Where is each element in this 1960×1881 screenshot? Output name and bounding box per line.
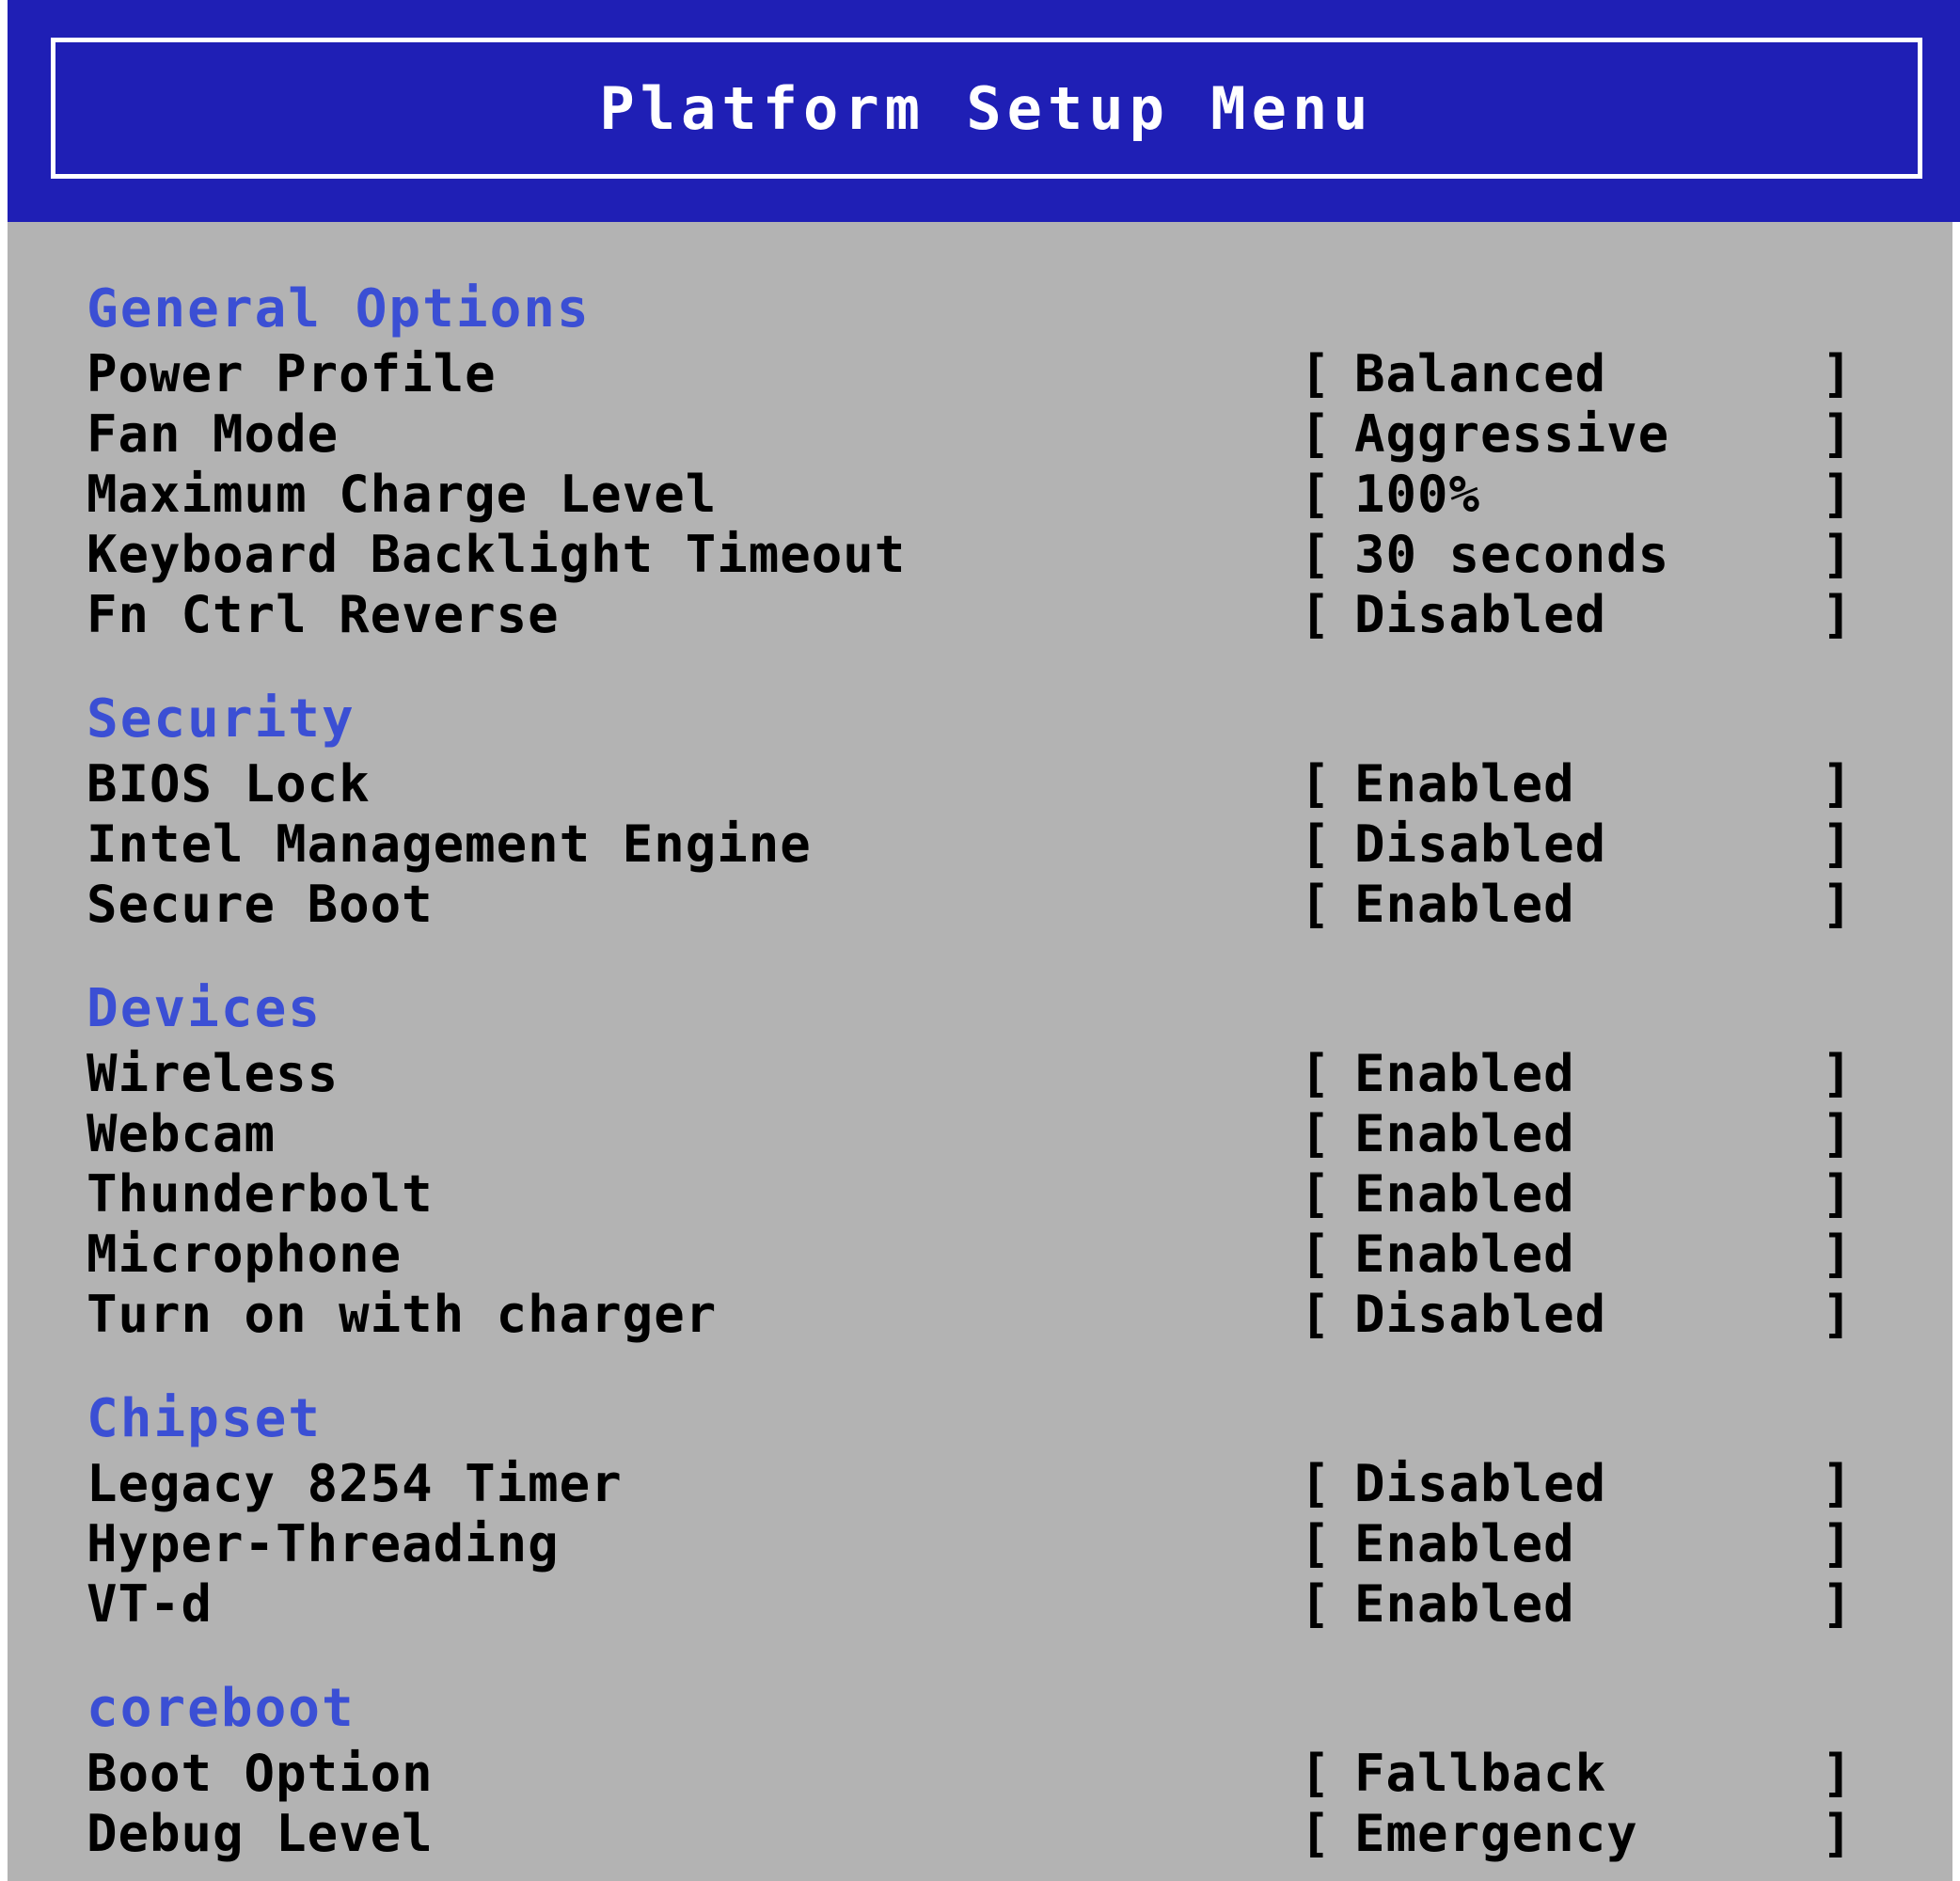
bracket-right: ] <box>1822 1225 1853 1284</box>
setting-value[interactable]: Fallback <box>1354 1744 1607 1803</box>
title-frame <box>51 38 1922 179</box>
settings-section <box>87 688 1960 935</box>
setting-label: Wireless <box>87 1044 340 1103</box>
setting-label: Secure Boot <box>87 875 434 934</box>
setting-value[interactable]: Disabled <box>1354 1285 1607 1344</box>
settings-section <box>87 1678 1960 1864</box>
bracket-left: [ <box>1300 1744 1331 1803</box>
setting-row[interactable] <box>87 525 1960 585</box>
setting-row[interactable] <box>87 1514 1960 1574</box>
setting-label: BIOS Lock <box>87 754 371 814</box>
bracket-right: ] <box>1822 1744 1853 1803</box>
setting-row[interactable] <box>87 754 1960 814</box>
settings-section <box>87 278 1960 645</box>
setting-label: Hyper-Threading <box>87 1514 560 1573</box>
bracket-right: ] <box>1822 814 1853 874</box>
section-heading: Security <box>87 688 356 750</box>
setting-row[interactable] <box>87 1285 1960 1345</box>
setting-label: Legacy 8254 Timer <box>87 1454 623 1513</box>
bracket-left: [ <box>1300 814 1331 874</box>
setting-value[interactable]: 30 seconds <box>1354 525 1670 584</box>
bracket-right: ] <box>1822 1804 1853 1863</box>
bracket-right: ] <box>1822 875 1853 934</box>
bracket-left: [ <box>1300 1574 1331 1634</box>
bracket-left: [ <box>1300 1285 1331 1344</box>
bracket-right: ] <box>1822 754 1853 814</box>
setting-row[interactable] <box>87 1574 1960 1635</box>
section-heading: Chipset <box>87 1388 323 1449</box>
setting-label: Microphone <box>87 1225 403 1284</box>
settings-section <box>87 978 1960 1345</box>
bracket-right: ] <box>1822 1454 1853 1513</box>
bracket-right: ] <box>1822 1514 1853 1573</box>
setting-row[interactable] <box>87 1104 1960 1164</box>
page-title: Platform Setup Menu <box>599 73 1374 143</box>
setting-row[interactable] <box>87 1044 1960 1104</box>
setting-label: Keyboard Backlight Timeout <box>87 525 907 584</box>
setting-value[interactable]: Disabled <box>1354 1454 1607 1513</box>
setting-value[interactable]: Balanced <box>1354 344 1607 403</box>
setting-row[interactable] <box>87 585 1960 645</box>
setting-label: Power Profile <box>87 344 497 403</box>
setting-row[interactable] <box>87 1454 1960 1514</box>
setting-label: Fn Ctrl Reverse <box>87 585 560 644</box>
setting-value[interactable]: Enabled <box>1354 1164 1575 1224</box>
setting-label: Intel Management Engine <box>87 814 812 874</box>
bracket-left: [ <box>1300 1044 1331 1103</box>
setting-value[interactable]: Disabled <box>1354 585 1607 644</box>
setting-value[interactable]: Enabled <box>1354 1044 1575 1103</box>
section-heading: coreboot <box>87 1678 356 1739</box>
setting-value[interactable]: Aggressive <box>1354 404 1670 464</box>
bracket-left: [ <box>1300 1454 1331 1513</box>
setting-row[interactable] <box>87 1804 1960 1864</box>
section-heading: Devices <box>87 978 323 1039</box>
bracket-right: ] <box>1822 465 1853 524</box>
bracket-right: ] <box>1822 1574 1853 1634</box>
setting-row[interactable] <box>87 404 1960 465</box>
setting-row[interactable] <box>87 344 1960 404</box>
bracket-right: ] <box>1822 1285 1853 1344</box>
setting-value[interactable]: Enabled <box>1354 875 1575 934</box>
setting-label: Debug Level <box>87 1804 434 1863</box>
settings-list <box>8 222 1960 1881</box>
bracket-right: ] <box>1822 1164 1853 1224</box>
bracket-left: [ <box>1300 404 1331 464</box>
setting-row[interactable] <box>87 875 1960 935</box>
setting-label: Boot Option <box>87 1744 434 1803</box>
bracket-left: [ <box>1300 1514 1331 1573</box>
settings-section <box>87 1388 1960 1635</box>
setting-label: Turn on with charger <box>87 1285 718 1344</box>
title-bar <box>8 0 1960 222</box>
bracket-left: [ <box>1300 344 1331 403</box>
setting-value[interactable]: Enabled <box>1354 1104 1575 1163</box>
bracket-right: ] <box>1822 585 1853 644</box>
setting-value[interactable]: Disabled <box>1354 814 1607 874</box>
setting-label: Webcam <box>87 1104 277 1163</box>
bracket-right: ] <box>1822 404 1853 464</box>
setting-row[interactable] <box>87 1225 1960 1285</box>
setting-label: Fan Mode <box>87 404 340 464</box>
setting-value[interactable]: Emergency <box>1354 1804 1638 1863</box>
bracket-right: ] <box>1822 525 1853 584</box>
bracket-left: [ <box>1300 754 1331 814</box>
bracket-left: [ <box>1300 465 1331 524</box>
setting-row[interactable] <box>87 1164 1960 1225</box>
setting-value[interactable]: Enabled <box>1354 1225 1575 1284</box>
bracket-left: [ <box>1300 875 1331 934</box>
setting-value[interactable]: Enabled <box>1354 1514 1575 1573</box>
bracket-left: [ <box>1300 525 1331 584</box>
setting-row[interactable] <box>87 465 1960 525</box>
setting-value[interactable]: 100% <box>1354 465 1481 524</box>
setting-row[interactable] <box>87 814 1960 875</box>
setting-row[interactable] <box>87 1744 1960 1804</box>
bracket-right: ] <box>1822 344 1853 403</box>
bracket-right: ] <box>1822 1104 1853 1163</box>
setting-label: Thunderbolt <box>87 1164 434 1224</box>
setting-label: VT-d <box>87 1574 213 1634</box>
bracket-left: [ <box>1300 1804 1331 1863</box>
setting-value[interactable]: Enabled <box>1354 754 1575 814</box>
bracket-left: [ <box>1300 585 1331 644</box>
bracket-left: [ <box>1300 1104 1331 1163</box>
section-heading: General Options <box>87 278 591 340</box>
bracket-left: [ <box>1300 1225 1331 1284</box>
setting-label: Maximum Charge Level <box>87 465 718 524</box>
setting-value[interactable]: Enabled <box>1354 1574 1575 1634</box>
bracket-left: [ <box>1300 1164 1331 1224</box>
bracket-right: ] <box>1822 1044 1853 1103</box>
